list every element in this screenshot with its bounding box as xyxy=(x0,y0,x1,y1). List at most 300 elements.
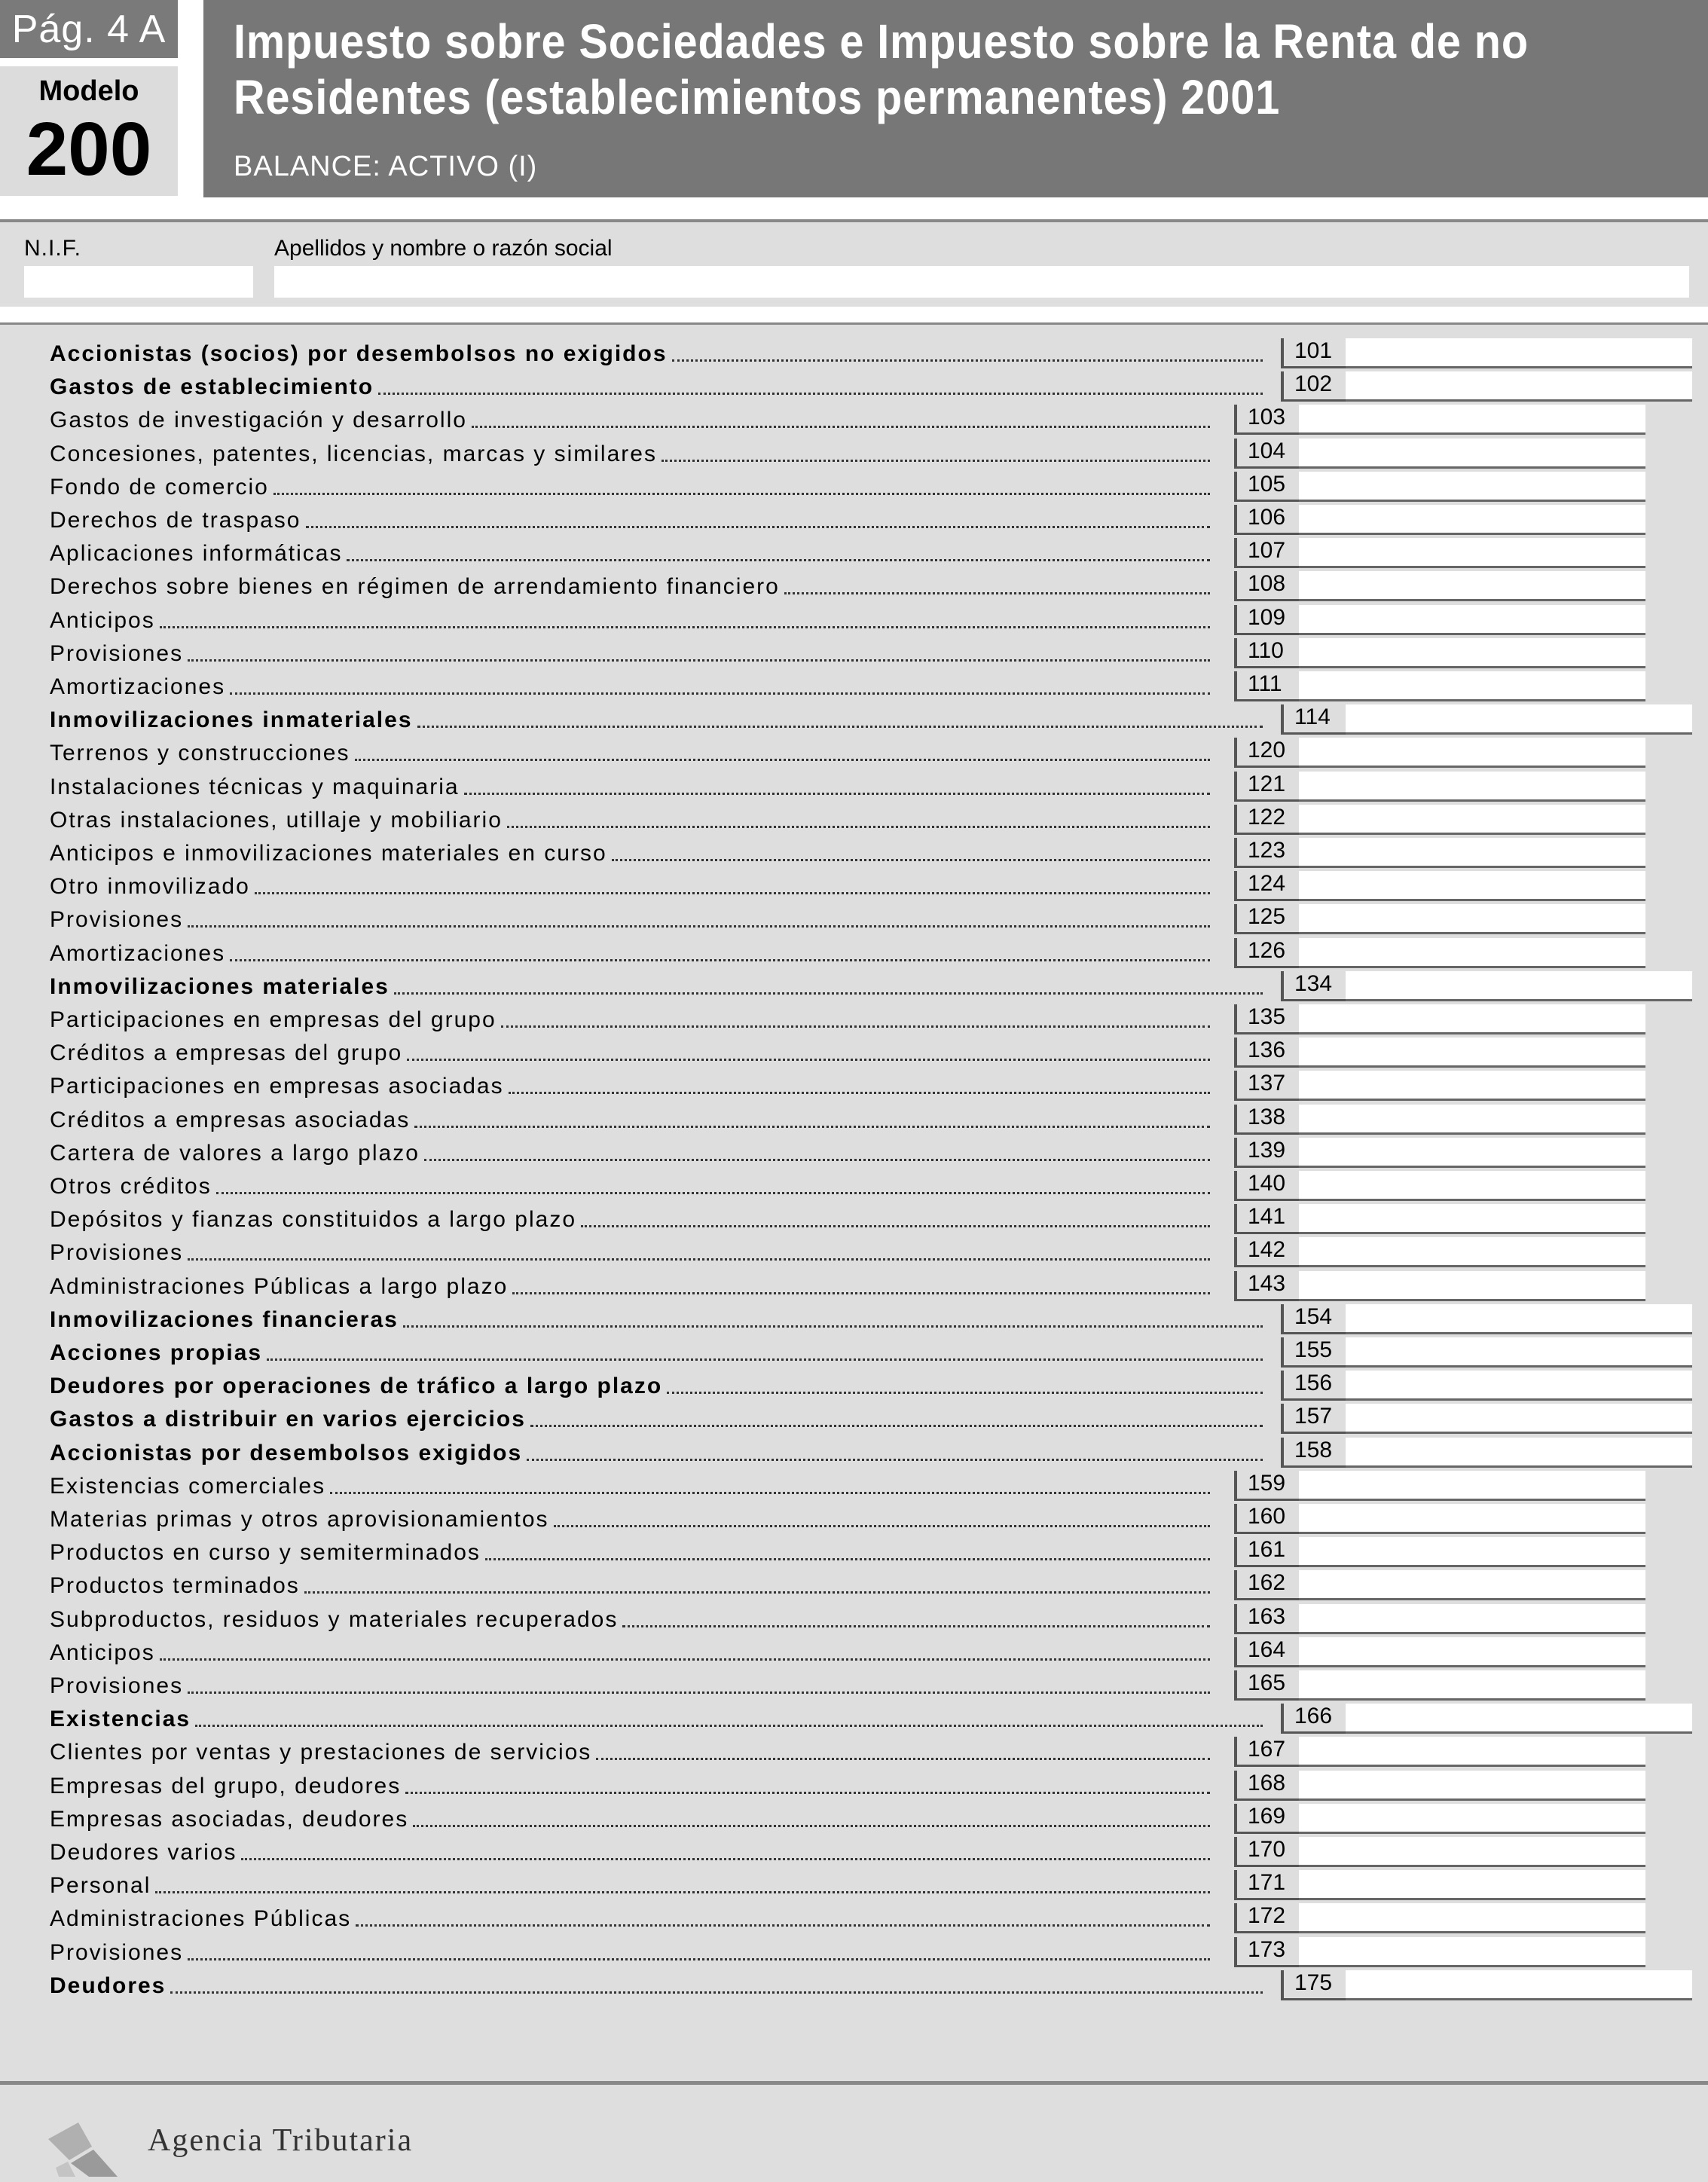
amount-field[interactable] xyxy=(1299,1604,1645,1634)
dot-leader xyxy=(512,1292,1210,1294)
row-label-168 xyxy=(50,1772,1210,1799)
amount-box-143 xyxy=(1234,1271,1645,1301)
balance-row-160 xyxy=(0,1502,1708,1536)
row-label-135 xyxy=(50,1006,1210,1033)
row-label-text: Inmovilizaciones materiales xyxy=(50,973,390,999)
box-code: 155 xyxy=(1281,1337,1346,1368)
box-code: 142 xyxy=(1234,1237,1299,1267)
row-label-139 xyxy=(50,1139,1210,1166)
row-label-165 xyxy=(50,1672,1210,1699)
dot-leader xyxy=(230,692,1210,695)
box-code: 165 xyxy=(1234,1670,1299,1701)
amount-field[interactable] xyxy=(1299,1038,1645,1068)
amount-field[interactable] xyxy=(1299,1204,1645,1234)
dot-leader xyxy=(255,892,1210,894)
amount-box-101 xyxy=(1281,338,1692,368)
balance-row-157 xyxy=(0,1402,1708,1435)
row-label-text: Personal xyxy=(50,1873,151,1899)
box-code: 162 xyxy=(1234,1570,1299,1600)
amount-box-139 xyxy=(1234,1138,1645,1168)
amount-box-105 xyxy=(1234,472,1645,502)
dot-leader xyxy=(612,859,1210,861)
row-label-101 xyxy=(50,340,1263,367)
dot-leader xyxy=(188,1258,1210,1261)
box-code: 160 xyxy=(1234,1504,1299,1534)
amount-field[interactable] xyxy=(1299,1637,1645,1667)
row-label-114 xyxy=(50,706,1263,733)
row-label-172 xyxy=(50,1905,1210,1932)
amount-field[interactable] xyxy=(1299,1804,1645,1834)
row-label-158 xyxy=(50,1439,1263,1466)
amount-box-161 xyxy=(1234,1537,1645,1567)
amount-box-166 xyxy=(1281,1704,1692,1734)
amount-box-137 xyxy=(1234,1071,1645,1101)
amount-field[interactable] xyxy=(1299,405,1645,435)
row-label-text: Administraciones Públicas a largo plazo xyxy=(50,1273,509,1299)
row-label-text: Acciones propias xyxy=(50,1340,263,1365)
amount-field[interactable] xyxy=(1299,938,1645,968)
balance-row-175 xyxy=(0,1969,1708,2002)
amount-box-108 xyxy=(1234,571,1645,601)
box-code: 172 xyxy=(1234,1903,1299,1933)
box-code: 110 xyxy=(1234,638,1299,668)
row-label-164 xyxy=(50,1639,1210,1666)
row-label-175 xyxy=(50,1972,1263,1999)
box-code: 102 xyxy=(1281,371,1346,402)
balance-row-135 xyxy=(0,1003,1708,1036)
box-code: 175 xyxy=(1281,1970,1346,2000)
box-code: 134 xyxy=(1281,971,1346,1001)
dot-leader xyxy=(188,1958,1210,1960)
box-code: 154 xyxy=(1281,1304,1346,1334)
amount-field[interactable] xyxy=(1299,1537,1645,1567)
amount-box-156 xyxy=(1281,1371,1692,1401)
amount-box-167 xyxy=(1234,1737,1645,1767)
amount-box-171 xyxy=(1234,1870,1645,1900)
footer xyxy=(0,2085,1708,2182)
dot-leader xyxy=(216,1192,1210,1194)
row-label-text: Otras instalaciones, utillaje y mobiliario xyxy=(50,807,503,833)
amount-box-124 xyxy=(1234,871,1645,901)
amount-box-172 xyxy=(1234,1903,1645,1933)
amount-field[interactable] xyxy=(1299,1471,1645,1501)
row-label-138 xyxy=(50,1106,1210,1133)
box-code: 164 xyxy=(1234,1637,1299,1667)
row-label-167 xyxy=(50,1738,1210,1765)
amount-field[interactable] xyxy=(1299,738,1645,768)
row-label-text: Depósitos y fianzas constituidos a largo plazo xyxy=(50,1207,577,1233)
dot-leader xyxy=(273,493,1210,495)
balance-row-168 xyxy=(0,1769,1708,1802)
box-code: 143 xyxy=(1234,1271,1299,1301)
balance-row-109 xyxy=(0,604,1708,637)
box-code: 169 xyxy=(1234,1804,1299,1834)
amount-box-141 xyxy=(1234,1204,1645,1234)
balance-row-163 xyxy=(0,1603,1708,1636)
amount-field[interactable] xyxy=(1299,1570,1645,1600)
amount-field[interactable] xyxy=(1299,904,1645,934)
row-label-123 xyxy=(50,839,1210,866)
row-label-137 xyxy=(50,1072,1210,1099)
box-code: 157 xyxy=(1281,1404,1346,1434)
amount-field[interactable] xyxy=(1299,772,1645,802)
dot-leader xyxy=(188,659,1210,662)
amount-field[interactable] xyxy=(1299,538,1645,568)
balance-row-121 xyxy=(0,770,1708,803)
form-title-line1: Impuesto sobre Sociedades e Impuesto sobre la Renta de no xyxy=(234,14,1529,69)
amount-box-173 xyxy=(1234,1937,1645,1967)
amount-field[interactable] xyxy=(1299,1171,1645,1201)
amount-field[interactable] xyxy=(1299,571,1645,601)
dot-leader xyxy=(405,1792,1210,1794)
row-label-163 xyxy=(50,1606,1210,1633)
row-label-156 xyxy=(50,1372,1263,1399)
row-label-166 xyxy=(50,1705,1263,1732)
dot-leader xyxy=(581,1225,1210,1227)
balance-row-111 xyxy=(0,670,1708,703)
amount-field[interactable] xyxy=(1346,1371,1692,1401)
name-label: Apellidos y nombre o razón social xyxy=(274,236,613,261)
row-label-text: Terrenos y construcciones xyxy=(50,741,350,766)
balance-row-125 xyxy=(0,903,1708,936)
dot-leader xyxy=(378,393,1263,395)
box-code: 136 xyxy=(1234,1038,1299,1068)
row-label-text: Provisiones xyxy=(50,640,184,666)
balance-row-156 xyxy=(0,1369,1708,1402)
dot-leader xyxy=(530,1425,1263,1427)
box-code: 140 xyxy=(1234,1171,1299,1201)
box-code: 114 xyxy=(1281,704,1346,735)
dot-leader xyxy=(472,426,1210,428)
amount-field[interactable] xyxy=(1346,1704,1692,1734)
title-banner xyxy=(203,0,1708,197)
dot-leader xyxy=(509,1092,1210,1094)
balance-row-106 xyxy=(0,503,1708,536)
box-code: 171 xyxy=(1234,1870,1299,1900)
amount-field[interactable] xyxy=(1299,505,1645,535)
box-code: 139 xyxy=(1234,1138,1299,1168)
row-label-text: Gastos a distribuir en varios ejercicios xyxy=(50,1407,526,1432)
balance-row-122 xyxy=(0,803,1708,836)
form-title-line2: Residentes (establecimientos permanentes) 2001 xyxy=(234,70,1281,124)
amount-box-170 xyxy=(1234,1837,1645,1867)
balance-row-155 xyxy=(0,1336,1708,1369)
amount-field[interactable] xyxy=(1299,871,1645,901)
row-label-173 xyxy=(50,1939,1210,1966)
box-code: 120 xyxy=(1234,738,1299,768)
box-code: 170 xyxy=(1234,1837,1299,1867)
row-label-106 xyxy=(50,506,1210,533)
row-label-text: Amortizaciones xyxy=(50,940,226,966)
row-label-124 xyxy=(50,872,1210,900)
row-label-text: Materias primas y otros aprovisionamientos xyxy=(50,1507,549,1532)
amount-field[interactable] xyxy=(1299,805,1645,835)
row-label-111 xyxy=(50,673,1210,700)
amount-box-104 xyxy=(1234,439,1645,469)
dot-leader xyxy=(424,1159,1210,1161)
name-field[interactable] xyxy=(274,266,1689,298)
balance-row-164 xyxy=(0,1636,1708,1669)
amount-box-142 xyxy=(1234,1237,1645,1267)
amount-field[interactable] xyxy=(1299,1004,1645,1034)
amount-box-107 xyxy=(1234,538,1645,568)
amount-box-111 xyxy=(1234,671,1645,701)
dot-leader xyxy=(195,1725,1263,1727)
box-code: 166 xyxy=(1281,1704,1346,1734)
nif-field[interactable] xyxy=(24,266,253,298)
box-code: 106 xyxy=(1234,505,1299,535)
row-label-text: Clientes por ventas y prestaciones de servicios xyxy=(50,1740,592,1765)
balance-row-102 xyxy=(0,370,1708,403)
dot-leader xyxy=(464,793,1210,795)
amount-box-136 xyxy=(1234,1038,1645,1068)
balance-row-137 xyxy=(0,1069,1708,1102)
row-label-136 xyxy=(50,1039,1210,1066)
row-label-text: Gastos de investigación y desarrollo xyxy=(50,408,467,433)
amount-box-163 xyxy=(1234,1604,1645,1634)
page-label: Pág. 4 A xyxy=(0,0,178,58)
amount-box-165 xyxy=(1234,1670,1645,1701)
box-code: 104 xyxy=(1234,439,1299,469)
amount-field[interactable] xyxy=(1299,1903,1645,1933)
amount-field[interactable] xyxy=(1299,671,1645,701)
balance-row-134 xyxy=(0,970,1708,1003)
box-code: 137 xyxy=(1234,1071,1299,1101)
amount-field[interactable] xyxy=(1299,1937,1645,1967)
row-label-text: Deudores por operaciones de tráfico a largo plazo xyxy=(50,1374,663,1399)
dot-leader xyxy=(241,1858,1210,1860)
row-label-text: Anticipos e inmovilizaciones materiales en curso xyxy=(50,841,607,866)
balance-row-173 xyxy=(0,1936,1708,1969)
row-label-text: Inmovilizaciones inmateriales xyxy=(50,707,413,733)
dot-leader xyxy=(188,1692,1210,1694)
row-label-text: Fondo de comercio xyxy=(50,474,269,500)
amount-field[interactable] xyxy=(1346,1404,1692,1434)
amount-box-160 xyxy=(1234,1504,1645,1534)
balance-row-165 xyxy=(0,1669,1708,1702)
dot-leader xyxy=(596,1758,1210,1760)
box-code: 111 xyxy=(1234,671,1299,701)
amount-field[interactable] xyxy=(1299,838,1645,868)
amount-box-169 xyxy=(1234,1804,1645,1834)
dot-leader xyxy=(230,959,1210,961)
row-label-171 xyxy=(50,1872,1210,1899)
row-label-text: Inmovilizaciones financieras xyxy=(50,1306,399,1332)
amount-field[interactable] xyxy=(1299,1771,1645,1801)
dot-leader xyxy=(188,925,1210,928)
amount-box-155 xyxy=(1281,1337,1692,1368)
amount-field[interactable] xyxy=(1299,1837,1645,1867)
row-label-text: Provisiones xyxy=(50,1939,184,1965)
box-code: 159 xyxy=(1234,1471,1299,1501)
dot-leader xyxy=(160,626,1210,628)
balance-row-120 xyxy=(0,736,1708,769)
box-code: 126 xyxy=(1234,938,1299,968)
balance-row-136 xyxy=(0,1036,1708,1069)
row-label-159 xyxy=(50,1472,1210,1499)
model-label: Modelo xyxy=(38,75,139,107)
amount-box-162 xyxy=(1234,1570,1645,1600)
row-label-text: Créditos a empresas del grupo xyxy=(50,1041,403,1066)
row-label-170 xyxy=(50,1838,1210,1866)
amount-box-103 xyxy=(1234,405,1645,435)
row-label-text: Empresas asociadas, deudores xyxy=(50,1806,409,1832)
dot-leader xyxy=(507,826,1210,828)
amount-field[interactable] xyxy=(1299,1105,1645,1135)
dot-leader xyxy=(160,1658,1210,1661)
amount-box-123 xyxy=(1234,838,1645,868)
row-label-142 xyxy=(50,1239,1210,1266)
dot-leader xyxy=(672,359,1263,362)
balance-row-142 xyxy=(0,1236,1708,1269)
box-code: 122 xyxy=(1234,805,1299,835)
amount-field[interactable] xyxy=(1299,1737,1645,1767)
box-code: 173 xyxy=(1234,1937,1299,1967)
balance-row-107 xyxy=(0,536,1708,570)
amount-field[interactable] xyxy=(1346,1970,1692,2000)
row-label-122 xyxy=(50,806,1210,833)
box-code: 141 xyxy=(1234,1204,1299,1234)
agencia-tributaria-logo-icon xyxy=(48,2116,131,2177)
amount-box-168 xyxy=(1234,1771,1645,1801)
box-code: 108 xyxy=(1234,571,1299,601)
box-code: 138 xyxy=(1234,1105,1299,1135)
row-label-110 xyxy=(50,640,1210,667)
balance-row-162 xyxy=(0,1569,1708,1602)
dot-leader xyxy=(403,1325,1263,1328)
row-label-108 xyxy=(50,573,1210,600)
row-label-169 xyxy=(50,1805,1210,1832)
amount-field[interactable] xyxy=(1299,1271,1645,1301)
row-label-text: Gastos de establecimiento xyxy=(50,374,374,400)
box-code: 163 xyxy=(1234,1604,1299,1634)
row-label-140 xyxy=(50,1172,1210,1199)
amount-field[interactable] xyxy=(1299,1237,1645,1267)
dot-leader xyxy=(356,1924,1210,1927)
balance-row-105 xyxy=(0,470,1708,503)
balance-row-143 xyxy=(0,1270,1708,1303)
amount-box-135 xyxy=(1234,1004,1645,1034)
balance-row-159 xyxy=(0,1469,1708,1502)
amount-box-154 xyxy=(1281,1304,1692,1334)
box-code: 103 xyxy=(1234,405,1299,435)
row-label-text: Provisiones xyxy=(50,907,184,933)
model-box xyxy=(0,66,178,196)
row-label-155 xyxy=(50,1339,1263,1366)
row-label-text: Derechos de traspaso xyxy=(50,508,301,533)
row-label-162 xyxy=(50,1572,1210,1599)
amount-field[interactable] xyxy=(1299,1138,1645,1168)
amount-field[interactable] xyxy=(1299,1504,1645,1534)
balance-row-114 xyxy=(0,703,1708,736)
balance-row-161 xyxy=(0,1536,1708,1569)
row-label-text: Deudores varios xyxy=(50,1840,237,1865)
amount-field[interactable] xyxy=(1346,371,1692,402)
amount-field[interactable] xyxy=(1346,338,1692,368)
amount-box-114 xyxy=(1281,704,1692,735)
row-label-text: Anticipos xyxy=(50,1640,155,1665)
dot-leader xyxy=(485,1558,1210,1560)
row-label-107 xyxy=(50,539,1210,567)
row-label-134 xyxy=(50,973,1263,1000)
row-label-text: Provisiones xyxy=(50,1240,184,1266)
box-code: 135 xyxy=(1234,1004,1299,1034)
row-label-text: Accionistas por desembolsos exigidos xyxy=(50,1440,523,1465)
row-label-157 xyxy=(50,1405,1263,1432)
amount-field[interactable] xyxy=(1299,605,1645,635)
dot-leader xyxy=(667,1392,1263,1394)
dot-leader xyxy=(330,1492,1210,1494)
dot-leader xyxy=(304,1591,1210,1594)
row-label-text: Aplicaciones informáticas xyxy=(50,541,343,567)
dot-leader xyxy=(414,1126,1210,1128)
row-label-text: Amortizaciones xyxy=(50,674,226,699)
row-label-text: Participaciones en empresas asociadas xyxy=(50,1074,504,1099)
balance-row-154 xyxy=(0,1303,1708,1336)
model-number: 200 xyxy=(26,107,152,191)
row-label-text: Productos en curso y semiterminados xyxy=(50,1540,481,1566)
amount-field[interactable] xyxy=(1299,472,1645,502)
amount-field[interactable] xyxy=(1346,1438,1692,1468)
row-label-154 xyxy=(50,1306,1263,1333)
box-code: 124 xyxy=(1234,871,1299,901)
amount-box-110 xyxy=(1234,638,1645,668)
dot-leader xyxy=(306,526,1211,528)
box-code: 121 xyxy=(1234,772,1299,802)
balance-row-124 xyxy=(0,869,1708,903)
balance-row-101 xyxy=(0,337,1708,370)
row-label-text: Cartera de valores a largo plazo xyxy=(50,1140,420,1166)
balance-row-139 xyxy=(0,1136,1708,1169)
row-label-102 xyxy=(50,373,1263,400)
identification-section xyxy=(0,222,1708,307)
amount-box-125 xyxy=(1234,904,1645,934)
amount-field[interactable] xyxy=(1346,1337,1692,1368)
row-label-103 xyxy=(50,406,1210,433)
amount-box-126 xyxy=(1234,938,1645,968)
amount-field[interactable] xyxy=(1299,638,1645,668)
row-label-109 xyxy=(50,607,1210,634)
row-label-105 xyxy=(50,473,1210,500)
balance-row-171 xyxy=(0,1869,1708,1902)
balance-row-110 xyxy=(0,637,1708,670)
amount-field[interactable] xyxy=(1299,439,1645,469)
amount-field[interactable] xyxy=(1346,1304,1692,1334)
balance-row-169 xyxy=(0,1802,1708,1835)
row-label-text: Instalaciones técnicas y maquinaria xyxy=(50,774,460,799)
dot-leader xyxy=(662,460,1210,462)
box-code: 101 xyxy=(1281,338,1346,368)
box-code: 109 xyxy=(1234,605,1299,635)
amount-field[interactable] xyxy=(1299,1071,1645,1101)
balance-row-140 xyxy=(0,1169,1708,1203)
row-label-text: Subproductos, residuos y materiales recuperados xyxy=(50,1606,619,1632)
row-label-text: Otros créditos xyxy=(50,1174,212,1199)
amount-field[interactable] xyxy=(1299,1870,1645,1900)
amount-box-164 xyxy=(1234,1637,1645,1667)
amount-field[interactable] xyxy=(1299,1670,1645,1701)
row-label-text: Provisiones xyxy=(50,1673,184,1698)
dot-leader xyxy=(170,1991,1263,1994)
amount-box-134 xyxy=(1281,971,1692,1001)
amount-field[interactable] xyxy=(1346,971,1692,1001)
row-label-text: Créditos a empresas asociadas xyxy=(50,1107,411,1132)
row-label-text: Deudores xyxy=(50,1973,167,1998)
amount-field[interactable] xyxy=(1346,704,1692,735)
balance-row-141 xyxy=(0,1203,1708,1236)
dot-leader xyxy=(355,759,1211,761)
amount-box-121 xyxy=(1234,772,1645,802)
